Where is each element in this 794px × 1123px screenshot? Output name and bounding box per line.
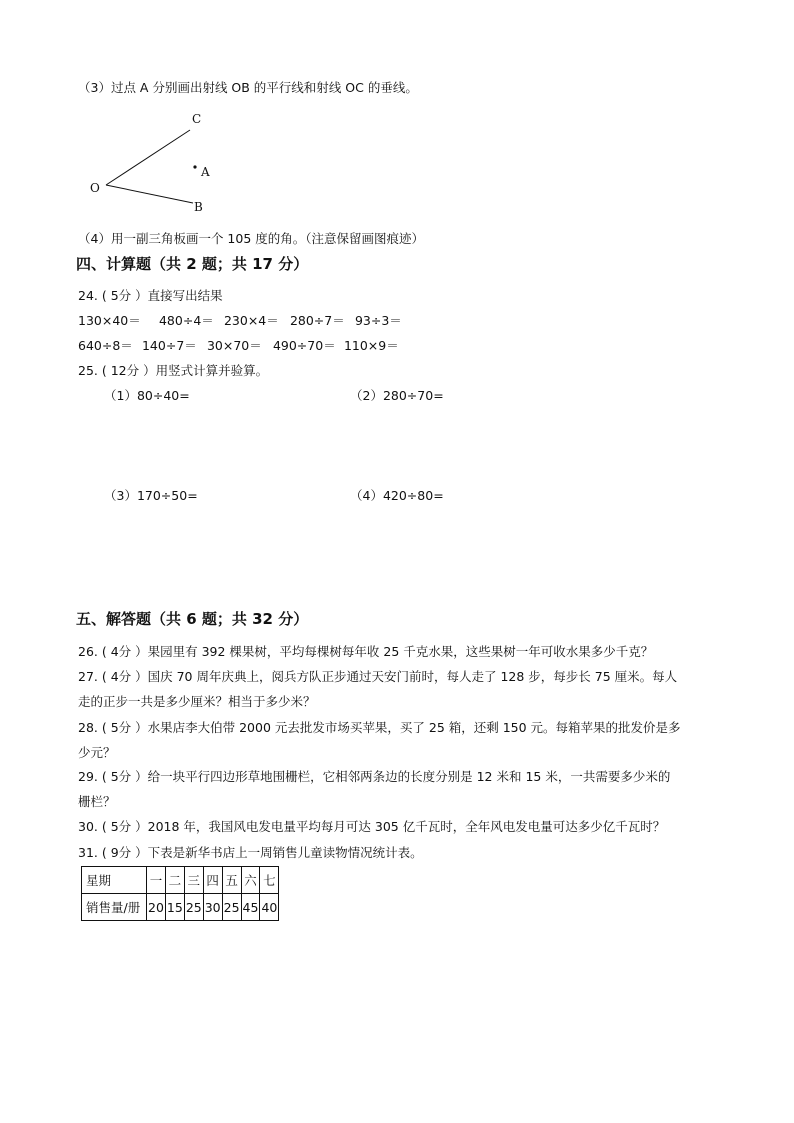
table-cell-sales: 25 (184, 894, 203, 921)
ray-angle-figure (80, 108, 220, 216)
q25-item-2: （2）280÷70= (350, 388, 444, 403)
label-a: A (201, 165, 210, 179)
q24-row1-item: 230×4＝ (223, 313, 279, 328)
q24-row1 (78, 313, 402, 329)
table-cell-day: 三 (184, 867, 203, 894)
q24-row2-item: 30×70＝ (206, 338, 262, 353)
q26-text: 26. ( 4分 ）果园里有 392 棵果树，平均每棵树每年收 25 千克水果，这些果树一年可收水果多少千克？ (78, 644, 654, 659)
q28-line1: 28. ( 5分 ）水果店李大伯带 2000 元去批发市场买苹果，买了 25 箱，还剩 150 元。每箱苹果的批发价是多 (78, 720, 681, 735)
q23-part3-text: （3）过点 A 分别画出射线 OB 的平行线和射线 OC 的垂线。 (78, 80, 418, 95)
label-c: C (192, 112, 202, 126)
table-cell-sales: 15 (165, 894, 184, 921)
table-cell-sales: 20 (147, 894, 166, 921)
q23-part4-text: （4）用一副三角板画一个 105 度的角。（注意保留画图痕迹） (78, 231, 425, 246)
q28-line2: 少元？ (78, 745, 116, 760)
table-row-days (82, 867, 279, 894)
q30-text: 30. ( 5分 ）2018 年，我国风电发电量平均每月可达 305 亿千瓦时，全年风电发电量可达多少亿千瓦时？ (78, 819, 666, 834)
table-row-sales (82, 894, 279, 921)
q24-row2 (78, 338, 399, 354)
q24-row2-item: 140÷7＝ (141, 338, 197, 353)
table-cell-day: 一 (147, 867, 166, 894)
table-cell-day: 六 (241, 867, 260, 894)
table-header-day: 星期 (82, 867, 147, 894)
q24-row1-item: 93÷3＝ (354, 313, 402, 328)
section5-title: 五、解答题（共 6 题；共 32 分） (76, 610, 309, 628)
label-b: B (194, 200, 203, 214)
section4-title: 四、计算题（共 2 题；共 17 分） (76, 255, 309, 273)
q24-row2-item: 110×9＝ (343, 338, 399, 353)
q25-item-4: （4）420÷80= (350, 488, 444, 503)
table-cell-day: 七 (260, 867, 279, 894)
table-cell-day: 二 (165, 867, 184, 894)
q24-row1-item: 480÷4＝ (158, 313, 214, 328)
table-header-sales: 销售量/册 (82, 894, 147, 921)
ray-ob (106, 185, 193, 203)
table-cell-sales: 25 (222, 894, 241, 921)
q25-text: 25. ( 12分 ）用竖式计算并验算。 (78, 363, 269, 378)
q24-row2-item: 640÷8＝ (78, 338, 133, 353)
q24-text: 24. ( 5分 ）直接写出结果 (78, 288, 223, 303)
q29-line1: 29. ( 5分 ）给一块平行四边形草地围栅栏，它相邻两条边的长度分别是 12 米和 15 米，一共需要多少米的 (78, 769, 671, 784)
sales-stats-table (81, 866, 279, 921)
q25-item-3: （3）170÷50= (104, 488, 198, 503)
q24-row1-item: 280÷7＝ (289, 313, 345, 328)
q31-text: 31. ( 9分 ）下表是新华书店上一周销售儿童读物情况统计表。 (78, 845, 423, 860)
point-a (193, 165, 196, 168)
q24-row2-item: 490÷70＝ (272, 338, 336, 353)
label-o: O (90, 181, 100, 195)
q24-row1-item: 130×40＝ (78, 313, 141, 328)
q27-line1: 27. ( 4分 ）国庆 70 周年庆典上，阅兵方队正步通过天安门前时，每人走了 128 步，每步长 75 厘米。每人 (78, 669, 678, 684)
table-cell-sales: 30 (203, 894, 222, 921)
table-cell-sales: 40 (260, 894, 279, 921)
q29-line2: 栅栏？ (78, 794, 116, 809)
table-cell-day: 四 (203, 867, 222, 894)
table-cell-sales: 45 (241, 894, 260, 921)
table-cell-day: 五 (222, 867, 241, 894)
q27-line2: 走的正步一共是多少厘米？相当于多少米？ (78, 694, 316, 709)
q25-item-1: （1）80÷40= (104, 388, 190, 403)
ray-oc (106, 130, 190, 185)
